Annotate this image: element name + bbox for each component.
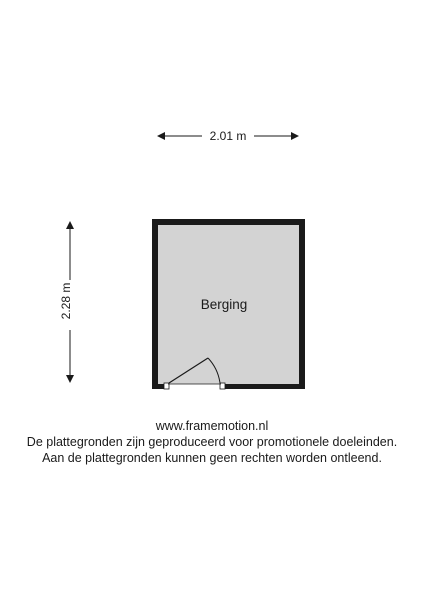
width-dimension-label: 2.01 m [209,129,247,143]
height-dimension-label: 2.28 m [59,282,73,320]
website-link[interactable]: www.framemotion.nl [155,419,269,433]
door-opening [168,384,222,389]
disclaimer-line-1: De plattegronden zijn geproduceerd voor promotionele doeleinden. [26,435,398,449]
room-berging [152,219,305,389]
room-name: Berging [200,297,248,312]
footer [0,418,424,466]
disclaimer-line-2: Aan de plattegronden kunnen geen rechten worden ontleend. [42,451,382,465]
height-dimension [59,222,73,382]
width-dimension [158,129,298,143]
